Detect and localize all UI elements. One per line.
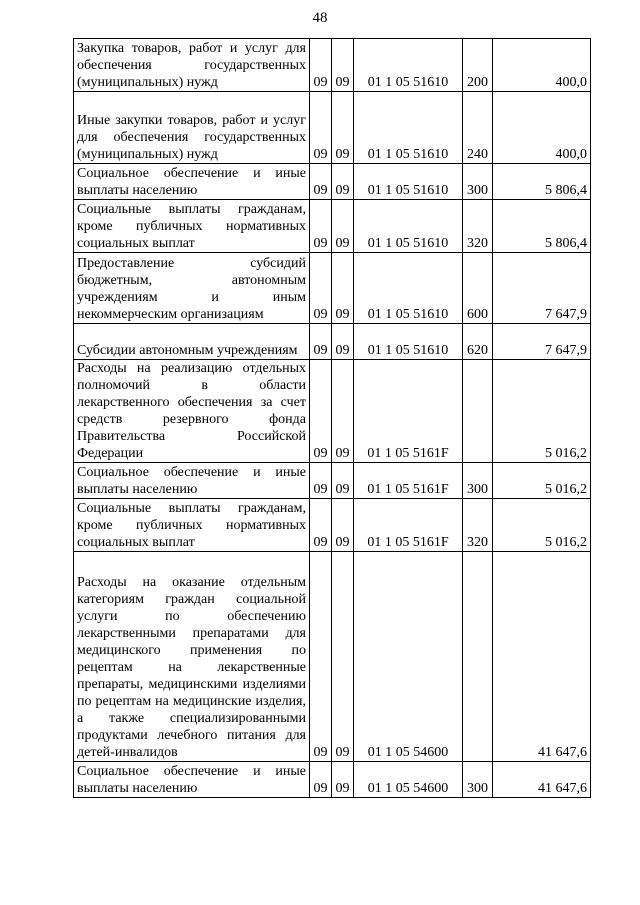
row-target-code: 01 1 05 5161F [354,360,463,463]
table-row [74,253,591,324]
row-section: 09 [310,762,332,798]
table-row [74,499,591,552]
row-name: Социальные выплаты гражданам, кроме публичных нормативных социальных выплат [74,200,310,253]
row-name: Социальные выплаты гражданам, кроме публичных нормативных социальных выплат [74,499,310,552]
row-expense-type: 600 [463,253,493,324]
row-subsection: 09 [332,39,354,92]
row-subsection: 09 [332,463,354,499]
row-expense-type: 240 [463,92,493,164]
table-row [74,164,591,200]
row-section: 09 [310,200,332,253]
table-row [74,360,591,463]
budget-table [73,38,591,798]
row-name: Предоставление субсидий бюджетным, автономным учреждениям и иным некоммерческим организациям [74,253,310,324]
row-name: Субсидии автономным учреждениям [74,324,310,360]
row-amount: 5 016,2 [493,360,591,463]
row-section: 09 [310,499,332,552]
row-name: Иные закупки товаров, работ и услуг для обеспечения государственных (муниципальных) нужд [74,92,310,164]
row-name: Социальное обеспечение и иные выплаты населению [74,164,310,200]
row-target-code: 01 1 05 51610 [354,200,463,253]
row-section: 09 [310,552,332,762]
row-amount: 5 806,4 [493,200,591,253]
table-row [74,552,591,762]
row-target-code: 01 1 05 51610 [354,253,463,324]
row-section: 09 [310,253,332,324]
row-expense-type: 300 [463,164,493,200]
row-section: 09 [310,324,332,360]
row-subsection: 09 [332,552,354,762]
row-subsection: 09 [332,164,354,200]
row-section: 09 [310,463,332,499]
row-name: Социальное обеспечение и иные выплаты населению [74,463,310,499]
row-target-code: 01 1 05 5161F [354,463,463,499]
row-section: 09 [310,39,332,92]
table-row [74,324,591,360]
row-subsection: 09 [332,499,354,552]
row-target-code: 01 1 05 51610 [354,324,463,360]
page-number: 48 [312,10,328,26]
row-expense-type: 320 [463,499,493,552]
row-expense-type [463,552,493,762]
row-amount: 400,0 [493,39,591,92]
row-amount: 5 806,4 [493,164,591,200]
row-expense-type [463,360,493,463]
row-subsection: 09 [332,360,354,463]
row-target-code: 01 1 05 54600 [354,762,463,798]
row-section: 09 [310,360,332,463]
row-section: 09 [310,164,332,200]
row-target-code: 01 1 05 51610 [354,164,463,200]
table-row [74,200,591,253]
table-row [74,92,591,164]
row-expense-type: 300 [463,762,493,798]
row-name: Расходы на оказание отдельным категориям граждан социальной услуги по обеспечению лекарственными препаратами для медицинского применения по рецептам на лекарственные препараты, медицинскими изделиями по рецептам на медицинские изделия, а также специализированными продуктами лечебного питания для детей-инвалидов [74,552,310,762]
table-row [74,463,591,499]
row-amount: 5 016,2 [493,499,591,552]
row-name: Социальное обеспечение и иные выплаты населению [74,762,310,798]
row-expense-type: 620 [463,324,493,360]
row-name: Закупка товаров, работ и услуг для обеспечения государственных (муниципальных) нужд [74,39,310,92]
row-amount: 7 647,9 [493,324,591,360]
row-subsection: 09 [332,253,354,324]
row-target-code: 01 1 05 51610 [354,92,463,164]
row-amount: 400,0 [493,92,591,164]
row-subsection: 09 [332,762,354,798]
row-subsection: 09 [332,324,354,360]
row-amount: 41 647,6 [493,762,591,798]
row-target-code: 01 1 05 51610 [354,39,463,92]
row-amount: 7 647,9 [493,253,591,324]
row-target-code: 01 1 05 5161F [354,499,463,552]
row-name: Расходы на реализацию отдельных полномочий в области лекарственного обеспечения за счет средств резервного фонда Правительства Российской Федерации [74,360,310,463]
row-expense-type: 200 [463,39,493,92]
row-subsection: 09 [332,92,354,164]
row-amount: 41 647,6 [493,552,591,762]
row-expense-type: 300 [463,463,493,499]
table-row [74,762,591,798]
table-body [74,39,591,798]
row-subsection: 09 [332,200,354,253]
table-row [74,39,591,92]
row-amount: 5 016,2 [493,463,591,499]
row-target-code: 01 1 05 54600 [354,552,463,762]
row-expense-type: 320 [463,200,493,253]
row-section: 09 [310,92,332,164]
